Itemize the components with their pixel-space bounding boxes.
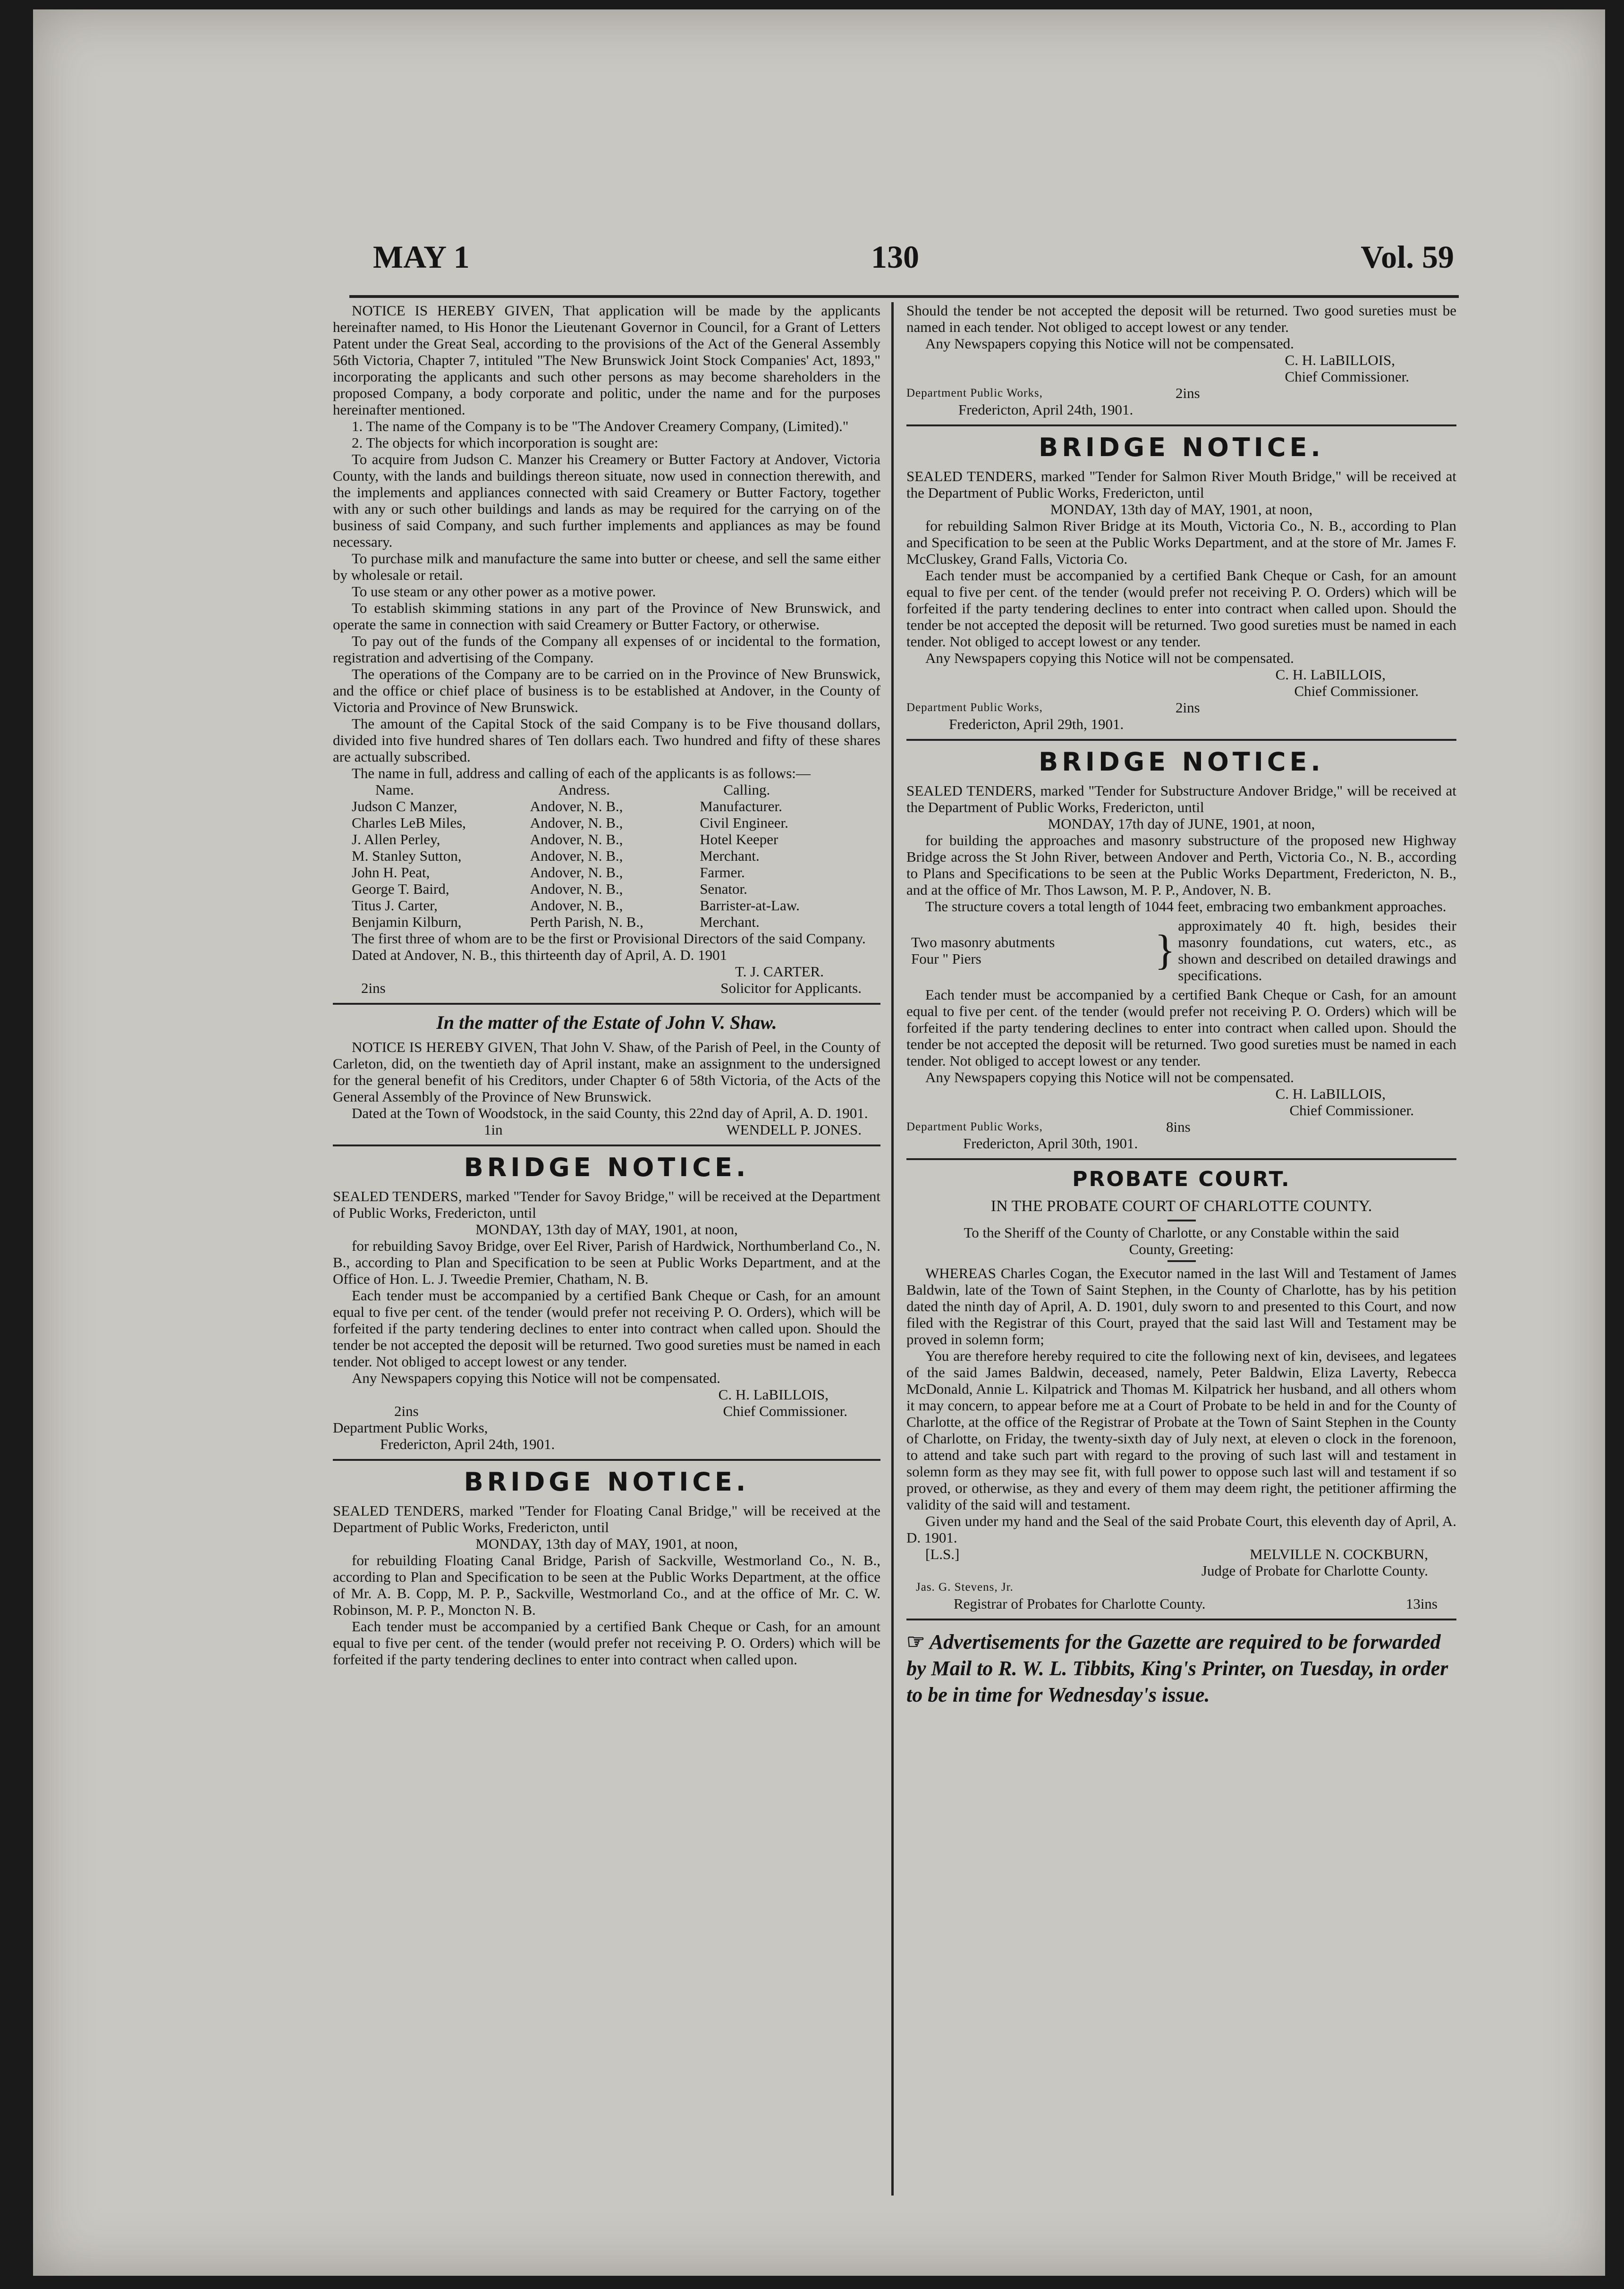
table-row: [333, 831, 880, 848]
notice-heading: BRIDGE NOTICE.: [1039, 432, 1324, 462]
department-block: [906, 385, 1456, 401]
applicant-name: M. Stanley Sutton,: [352, 848, 462, 864]
deadline-date: MONDAY, 17th day of JUNE, 1901, at noon,: [1048, 815, 1315, 832]
notice-heading: PROBATE COURT.: [1072, 1167, 1291, 1191]
insertion-count: 2ins: [361, 980, 386, 996]
court-subheading: IN THE PROBATE COURT OF CHARLOTTE COUNTY.: [990, 1197, 1372, 1215]
notice-paragraph: To establish skimming stations in any part of the Province of New Brunswick, and operate the same in connection with said Creamery or Butter Factory, or otherwise.: [333, 600, 880, 633]
notice-paragraph: NOTICE IS HEREBY GIVEN, That application will be made by the applicants hereinafter named, to His Honor the Lieutenant Governor in Council, for a Grant of Letters Patent under the Great Seal, according to the provisions of the Act of the General Assembly 56th Victoria, Chapter 7, intituled "The New Brunswick Joint Stock Companies' Act, 1893," incorporating the applicants and such other persons as may become shareholders in the proposed Company, a body corporate and politic, under the name and for the purposes hereinafter mentioned.: [333, 302, 880, 418]
table-row: [333, 864, 880, 881]
department-date: Fredericton, April 24th, 1901.: [380, 1436, 555, 1452]
table-row: [333, 848, 880, 864]
section-rule: [906, 1158, 1456, 1160]
applicant-calling: Hotel Keeper: [700, 831, 778, 848]
signer-title: Chief Commissioner.: [1294, 683, 1419, 699]
registrar-title: Registrar of Probates for Charlotte County.: [954, 1595, 1206, 1612]
notice-paragraph: NOTICE IS HEREBY GIVEN, That John V. Shaw, of the Parish of Peel, in the County of Carleton, did, on the twentieth day of April instant, make an assignment to the undersigned for the general benefit of his Creditors, under Chapter 6 of 58th Victoria, of the Acts of the General Assembly of the Province of New Brunswick.: [333, 1039, 880, 1105]
registrar-name: Jas. G. Stevens, Jr.: [916, 1581, 1014, 1594]
right-column: [906, 302, 1456, 1708]
header-rule: [349, 295, 1459, 298]
department-name: Department Public Works,: [906, 701, 1043, 714]
applicant-name: George T. Baird,: [352, 881, 449, 897]
notice-paragraph: Should the tender be not accepted the deposit will be returned. Two good sureties must be named in each tender. Not obliged to accept lowest or any tender.: [906, 302, 1456, 335]
signer-name: T. J. CARTER.: [735, 963, 824, 980]
applicant-address: Andover, N. B.,: [530, 881, 623, 897]
advertising-text: Advertisements for the Gazette are required to be forwarded by Mail to R. W. L. Tibbits, King's Printer, on Tuesday, in order to be in time for Wednesday's issue.: [906, 1630, 1448, 1706]
department-name: Department Public Works,: [906, 387, 1043, 399]
abutment-description: approximately 40 ft. high, besides their masonry foundations, cut waters, etc., as shown and described on detailed drawings and specifications.: [1178, 917, 1456, 983]
table-row: [333, 897, 880, 914]
notice-heading: In the matter of the Estate of John V. Shaw.: [436, 1012, 777, 1033]
abutment-line: Two masonry abutments: [911, 934, 1055, 950]
notice-paragraph: To acquire from Judson C. Manzer his Creamery or Butter Factory at Andover, Victoria County, with the lands and buildings thereon situate, now used in connection therewith, and the implements and appliances connected with said Creamery or Butter Factory, together with any or such other buildings and lands as may be required for the carrying on of the business of said Company, and such further implements and appliances as may be found necessary.: [333, 451, 880, 550]
notice-paragraph: Each tender must be accompanied by a certified Bank Cheque or Cash, for an amount equal to five per cent. of the tender (would prefer not receiving P. O. Orders), which will be forfeited if the party tendering declines to enter into contract when called upon. Should the tender be not accepted the deposit will be returned. Two good sureties must be named in each tender. Not obliged to accept lowest or any tender.: [333, 1287, 880, 1370]
abutment-list: [906, 934, 1152, 967]
signer-title: Judge of Probate for Charlotte County.: [1201, 1562, 1428, 1579]
applicant-address: Andover, N. B.,: [530, 831, 623, 848]
applicant-calling: Barrister-at-Law.: [700, 897, 800, 914]
applicant-name: Benjamin Kilburn,: [352, 914, 462, 930]
registrar-block: [906, 1595, 1456, 1612]
signer-name: C. H. LaBILLOIS,: [1275, 666, 1386, 683]
table-header: [333, 781, 880, 798]
column-header-address: Andress.: [558, 781, 610, 798]
applicant-name: John H. Peat,: [352, 864, 430, 881]
notice-paragraph: 1. The name of the Company is to be "The Andover Creamery Company, (Limited).": [352, 418, 849, 434]
applicant-address: Perth Parish, N. B.,: [530, 914, 643, 930]
applicant-address: Andover, N. B.,: [530, 814, 623, 831]
shaw-estate-notice: [333, 1010, 880, 1138]
section-rule: [906, 739, 1456, 741]
applicant-name: Judson C Manzer,: [352, 798, 457, 814]
insertion-count: 2ins: [1176, 699, 1200, 716]
department-date: Fredericton, April 24th, 1901.: [958, 401, 1133, 418]
signer-name: WENDELL P. JONES.: [726, 1121, 862, 1138]
notice-paragraph: Each tender must be accompanied by a certified Bank Cheque or Cash, for an amount equal to five per cent. of the tender (would prefer not receiving P. O. Orders) which will be forfeited if the party tendering declines to enter into contract when called upon.: [333, 1618, 880, 1668]
column-header-calling: Calling.: [723, 781, 770, 798]
andover-bridge-notice: [906, 746, 1456, 1152]
notice-paragraph: The operations of the Company are to be carried on in the Province of New Brunswick, and the office or chief place of business is to be established at Andover, in the County of Victoria and Province of New Brunswick.: [333, 666, 880, 715]
notice-paragraph: SEALED TENDERS, marked "Tender for Floating Canal Bridge," will be received at the Department of Public Works, Fredericton, until: [333, 1502, 880, 1535]
column-divider: [891, 302, 894, 2196]
signer-name: C. H. LaBILLOIS,: [1275, 1085, 1386, 1102]
deadline-date: MONDAY, 13th day of MAY, 1901, at noon,: [1050, 501, 1313, 517]
insertion-count: 2ins: [394, 1403, 419, 1419]
page-number: 130: [871, 239, 919, 275]
notice-heading: BRIDGE NOTICE.: [464, 1153, 750, 1182]
notice-paragraph: SEALED TENDERS, marked "Tender for Salmon River Mouth Bridge," will be received at the Department of Public Works, Fredericton, until: [906, 468, 1456, 501]
applicant-name: Charles LeB Miles,: [352, 814, 466, 831]
notice-paragraph: SEALED TENDERS, marked "Tender for Savoy Bridge," will be received at the Department of Public Works, Fredericton, until: [333, 1188, 880, 1221]
department-name: Department Public Works,: [906, 1120, 1043, 1133]
creamery-notice: [333, 302, 880, 996]
short-rule: [1167, 1220, 1196, 1221]
notice-paragraph: To pay out of the funds of the Company all expenses of or incidental to the formation, registration and advertising of the Company.: [333, 633, 880, 666]
notice-paragraph: SEALED TENDERS, marked "Tender for Substructure Andover Bridge," will be received at the Department of Public Works, Fredericton, until: [906, 782, 1456, 815]
canal-bridge-notice: [333, 1467, 880, 1668]
left-column: [333, 302, 880, 1668]
insertion-count: 1in: [484, 1121, 503, 1138]
applicants-table: [333, 781, 880, 930]
applicant-calling: Senator.: [700, 881, 747, 897]
notice-paragraph: for rebuilding Floating Canal Bridge, Parish of Sackville, Westmorland Co., N. B., according to Plan and Specification to be seen at the Public Works Department, at the office of Mr. A. B. Copp, M. P. P., Sackville, Westmorland Co., and at the office of Mr. C. W. Robinson, M. P. P., Moncton N. B.: [333, 1552, 880, 1618]
signature-block: [906, 1546, 1456, 1562]
department-block: [906, 699, 1456, 716]
notice-paragraph: Each tender must be accompanied by a certified Bank Cheque or Cash, for an amount equal to five per cent. of the tender (would prefer not receiving P. O. Orders) which will be forfeited if the party tendering declines to enter into contract when called upon. Should the tender be not accepted the deposit will be returned. Two good sureties must be named in each tender. Not obliged to accept lowest or any tender.: [906, 567, 1456, 650]
notice-paragraph: for rebuilding Savoy Bridge, over Eel River, Parish of Hardwick, Northumberland Co., N. B., according to Plan and Specification to be seen at Public Works Department, and at the Office of Hon. L. J. Tweedie Premier, Chatham, N. B.: [333, 1238, 880, 1287]
notice-paragraph: The amount of the Capital Stock of the said Company is to be Five thousand dollars, divided into five hundred shares of Ten dollars each. Two hundred and fifty of these shares are actually subscribed.: [333, 715, 880, 765]
abutment-line: Four " Piers: [911, 950, 981, 967]
applicant-address: Andover, N. B.,: [530, 798, 623, 814]
signer-title: Chief Commissioner.: [1289, 1102, 1414, 1119]
notice-paragraph: To purchase milk and manufacture the same into butter or cheese, and sell the same either by wholesale or retail.: [333, 550, 880, 583]
applicant-address: Andover, N. B.,: [530, 864, 623, 881]
applicant-name: Titus J. Carter,: [352, 897, 438, 914]
notice-paragraph: The name in full, address and calling of each of the applicants is as follows:—: [352, 765, 811, 781]
dated-line: Dated at Andover, N. B., this thirteenth day of April, A. D. 1901: [352, 947, 727, 963]
signature-block: [333, 1121, 880, 1138]
applicant-calling: Farmer.: [700, 864, 745, 881]
dated-line: Dated at the Town of Woodstock, in the said County, this 22nd day of April, A. D. 1901.: [352, 1105, 868, 1121]
section-rule: [333, 1459, 880, 1461]
signature-block: [333, 980, 880, 996]
section-rule: [333, 1003, 880, 1005]
applicant-calling: Merchant.: [700, 914, 760, 930]
notice-paragraph: Any Newspapers copying this Notice will not be compensated.: [352, 1370, 720, 1386]
applicant-calling: Merchant.: [700, 848, 760, 864]
table-row: [333, 798, 880, 814]
notice-paragraph: The first three of whom are to be the first or Provisional Directors of the said Company.: [352, 930, 866, 947]
advertising-note: [906, 1629, 1456, 1708]
signer-title: Chief Commissioner.: [1285, 368, 1409, 385]
notice-paragraph: To use steam or any other power as a motive power.: [352, 583, 656, 600]
notice-paragraph: Any Newspapers copying this Notice will not be compensated.: [925, 335, 1294, 352]
notice-paragraph: You are therefore hereby required to cite the following next of kin, devisees, and legatees of the said James Baldwin, deceased, namely, Peter Baldwin, Eliza Laverty, Rebecca McDonald, Annie L. Kilpatrick and Thomas M. Kilpatrick her husband, and all others whom it may concern, to appear before me at a Court of Probate to be held in and for the County of Charlotte, at the office of the Registrar of Probate at the Town of Saint Stephen in the County of Charlotte, on Friday, the twenty-sixth day of July next, at eleven o clock in the forenoon, to attend and take such part with regard to the proving of such last will and testament in solemn form as they may see fit, with full power to oppose such last will and testament if so proved, or otherwise, as they and every of them may deem right, the petitioner affirming the validity of the said will and testament.: [906, 1348, 1456, 1513]
seal-mark: [L.S.]: [925, 1546, 960, 1562]
applicant-name: J. Allen Perley,: [352, 831, 440, 848]
notice-paragraph: WHEREAS Charles Cogan, the Executor named in the last Will and Testament of James Baldwin, late of the Town of Saint Stephen, in the County of Charlotte, has by his petition dated the ninth day of April, A. D. 1901, duly sworn to and presented to this Court, and now filed with the Registrar of this Court, prayed that the said last Will and Testament may be proved in solemn form;: [906, 1265, 1456, 1348]
column-header-name: Name.: [375, 781, 414, 798]
department-block: [906, 1119, 1456, 1135]
notice-heading: BRIDGE NOTICE.: [464, 1467, 750, 1497]
notice-paragraph: Given under my hand and the Seal of the said Probate Court, this eleventh day of April, A. D. 1901.: [906, 1513, 1456, 1546]
notice-paragraph: for building the approaches and masonry substructure of the proposed new Highway Bridge across the St John River, between Andover and Perth, Victoria Co., N. B., according to Plans and Specifications to be seen at the Public Works Department, Fredericton, N. B., and at the office of Mr. Thos Lawson, M. P. P., Andover, N. B.: [906, 832, 1456, 898]
signature-block: [333, 1403, 880, 1419]
applicant-calling: Civil Engineer.: [700, 814, 788, 831]
notice-paragraph: The structure covers a total length of 1044 feet, embracing two embankment approaches.: [925, 898, 1446, 915]
signer-name: C. H. LaBILLOIS,: [718, 1386, 829, 1403]
insertion-count: 13ins: [1405, 1595, 1438, 1612]
section-rule: [906, 1619, 1456, 1620]
issue-date: MAY 1: [373, 239, 470, 275]
deadline-date: MONDAY, 13th day of MAY, 1901, at noon,: [475, 1221, 738, 1238]
applicant-address: Andover, N. B.,: [530, 897, 623, 914]
signer-name: C. H. LaBILLOIS,: [1285, 352, 1395, 368]
notice-paragraph: Any Newspapers copying this Notice will not be compensated.: [925, 1069, 1294, 1085]
table-row: [333, 881, 880, 897]
notice-address: To the Sheriff of the County of Charlotte, or any Constable within the said County, Greeting:: [964, 1224, 1399, 1257]
deadline-date: MONDAY, 13th day of MAY, 1901, at noon,: [475, 1535, 738, 1552]
volume-number: Vol. 59: [1361, 239, 1454, 275]
continued-notice: [906, 302, 1456, 418]
notice-paragraph: Any Newspapers copying this Notice will not be compensated.: [925, 650, 1294, 666]
pointing-hand-icon: ☞: [906, 1630, 925, 1653]
notice-heading: BRIDGE NOTICE.: [1039, 747, 1324, 777]
table-row: [333, 914, 880, 930]
brace-icon: }: [1155, 927, 1176, 974]
notice-paragraph: for rebuilding Salmon River Bridge at its Mouth, Victoria Co., N. B., according to Plan and Specification to be seen at the Public Works Department, and at the store of Mr. James F. McCluskey, Grand Falls, Victoria Co.: [906, 517, 1456, 567]
notice-paragraph: 2. The objects for which incorporation is sought are:: [352, 434, 659, 451]
salmon-river-bridge-notice: [906, 432, 1456, 732]
department-date: Fredericton, April 29th, 1901.: [949, 716, 1124, 732]
signer-title: Solicitor for Applicants.: [720, 980, 862, 996]
table-row: [333, 814, 880, 831]
section-rule: [906, 424, 1456, 426]
notice-paragraph: Each tender must be accompanied by a certified Bank Cheque or Cash, for an amount equal to five per cent. of the tender (would prefer not receiving P. O. Orders) which will be forfeited if the party tendering declines to enter into contract when called upon. Should the tender be not accepted the deposit will be returned. Two good sureties must be named in each tender. Not obliged to accept lowest or any tender.: [906, 986, 1456, 1069]
department-name: Department Public Works,: [333, 1419, 488, 1436]
applicant-address: Andover, N. B.,: [530, 848, 623, 864]
applicant-calling: Manufacturer.: [700, 798, 782, 814]
signer-name: MELVILLE N. COCKBURN,: [1250, 1546, 1428, 1562]
insertion-count: 8ins: [1166, 1119, 1191, 1135]
page-header: [373, 238, 1454, 281]
signer-title: Chief Commissioner.: [723, 1403, 847, 1419]
section-rule: [333, 1144, 880, 1146]
insertion-count: 2ins: [1176, 385, 1200, 401]
short-rule: [1167, 1260, 1196, 1262]
department-date: Fredericton, April 30th, 1901.: [963, 1135, 1138, 1152]
abutments-block: [906, 917, 1456, 983]
savoy-bridge-notice: [333, 1152, 880, 1452]
probate-court-notice: [906, 1166, 1456, 1612]
